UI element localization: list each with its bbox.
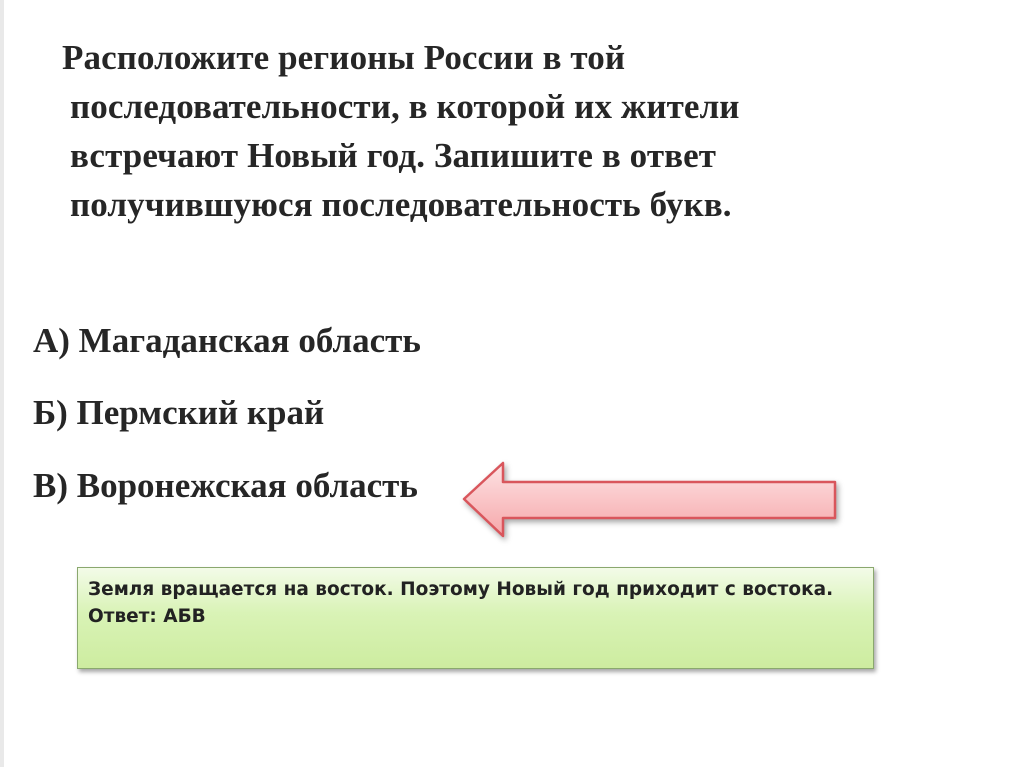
option-b: Б) Пермский край [33, 393, 325, 432]
left-arrow-icon [458, 460, 842, 542]
question-line: последовательности, в которой их жители [70, 87, 740, 126]
answer-result: Ответ: АБВ [88, 606, 206, 627]
slide-edge [0, 0, 4, 767]
answer-box [77, 567, 874, 669]
question-text [62, 33, 862, 229]
answer-explanation: Земля вращается на восток. Поэтому Новый год приходит с востока. [88, 579, 834, 600]
question-line: встречают Новый год. Запишите в ответ [70, 136, 717, 175]
question-line: получившуюся последовательность букв. [70, 185, 732, 224]
option-a: А) Магаданская область [33, 321, 421, 360]
option-c: В) Воронежская область [33, 466, 418, 505]
question-line: Расположите регионы России в той [62, 38, 626, 77]
